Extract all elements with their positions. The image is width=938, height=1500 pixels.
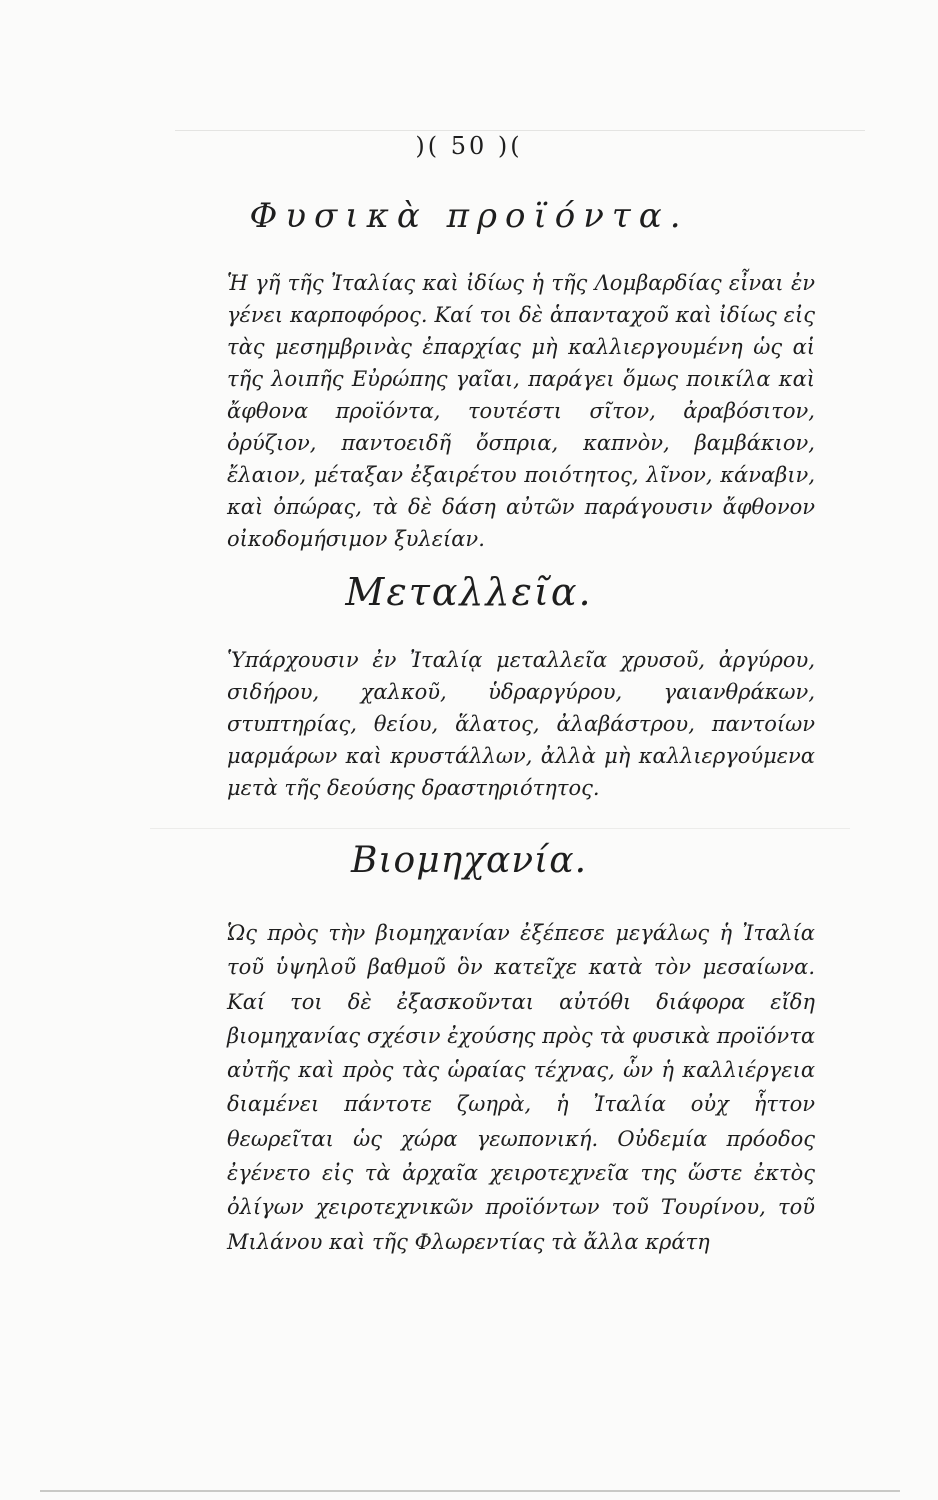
page-number: )( 50 )( [415,132,523,160]
section-heading-mines: Μεταλλεῖα. [345,570,593,614]
bleed-through-line [150,828,850,829]
bleed-through-line [175,130,865,131]
paragraph-mines: Ὑπάρχουσιν ἐν Ἰταλίᾳ μεταλλεῖα χρυσοῦ, ἀργύρου, σιδήρου, χαλκοῦ, ὑδραργύρου, γαιανθράκων, στυπτηρίας, θείου, ἅλατος, ἀλαβάστρου, παντοίων μαρμάρων καὶ κρυστάλλων, ἀλλὰ μὴ καλλιεργούμενα μετὰ τῆς δεούσης δραστηριότητος. [227,648,815,800]
page-edge-mark [40,1490,900,1500]
section-heading-industry: Βιομηχανία. [350,840,588,881]
section-heading-natural-products: Φυσικὰ προϊόντα. [249,196,689,236]
paragraph-industry: Ὡς πρὸς τὴν βιομηχανίαν ἐξέπεσε μεγάλως ἡ Ἰταλία τοῦ ὑψηλοῦ βαθμοῦ ὃν κατεῖχε κατὰ τὸν μεσαίωνα. Καί τοι δὲ ἐξασκοῦνται αὐτόθι διάφορα εἴδη βιομηχανίας σχέσιν ἐχούσης πρὸς τὰ φυσικὰ προϊόντα αὐτῆς καὶ πρὸς τὰς ὡραίας τέχνας, ὧν ἡ καλλιέργεια διαμένει πάντοτε ζωηρὰ, ἡ Ἰταλία οὐχ ἧττον θεωρεῖται ὡς χώρα γεωπονική. Οὐδεμία πρόοδος ἐγένετο εἰς τὰ ἀρχαῖα χειροτεχνεῖα της ὥστε ἐκτὸς ὀλίγων χειροτεχνικῶν προϊόντων τοῦ Τουρίνου, τοῦ Μιλάνου καὶ τῆς Φλωρεντίας τὰ ἄλλα κράτη [227,921,815,1254]
paragraph-natural-products: Ἡ γῆ τῆς Ἰταλίας καὶ ἰδίως ἡ τῆς Λομβαρδίας εἶναι ἐν γένει καρποφόρος. Καί τοι δὲ ἁπανταχοῦ καὶ ἰδίως εἰς τὰς μεσημβρινὰς ἐπαρχίας μὴ καλλιεργουμένη ὡς αἱ τῆς λοιπῆς Εὐρώπης γαῖαι, παράγει ὅμως ποικίλα καὶ ἄφθονα προϊόντα, τουτέστι σῖτον, ἀραβόσιτον, ὀρύζιον, παντοειδῆ ὄσπρια, καπνὸν, βαμβάκιον, ἔλαιον, μέταξαν ἐξαιρέτου ποιότητος, λῖνον, κάναβιν, καὶ ὀπώρας, τὰ δὲ δάση αὐτῶν παράγουσιν ἄφθονον οἰκοδομήσιμον ξυλείαν. [227,271,815,551]
